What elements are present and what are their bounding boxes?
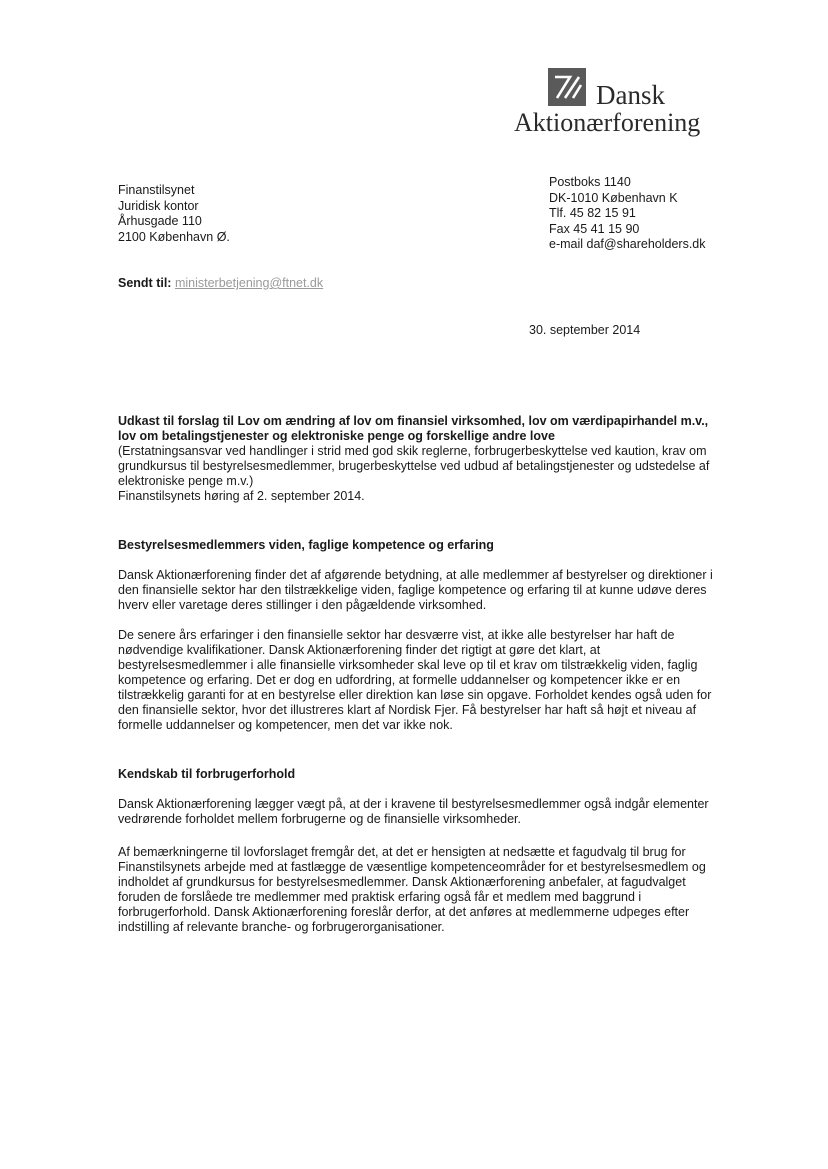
sent-to-label: Sendt til:	[118, 276, 172, 290]
sent-to	[118, 276, 323, 290]
recipient-line: Finanstilsynet	[118, 183, 195, 197]
subject-hearing: Finanstilsynets høring af 2. september 2014.	[118, 489, 365, 503]
sender-line: Fax 45 41 15 90	[549, 221, 640, 236]
section1-heading: Bestyrelsesmedlemmers viden, faglige kompetence og erfaring	[118, 538, 494, 552]
logo	[512, 66, 722, 142]
section1-paragraph: Dansk Aktionærforening finder det af afgørende betydning, at alle medlemmer af bestyrelser og direktioner i den finansielle sektor har den tilstrækkelige viden, faglige kompetence og erfaring til at kunne udøve deres hverv eller varetage deres stillinger i den pågældende virksomhed.	[118, 568, 713, 612]
subject-note: (Erstatningsansvar ved handlinger i strid med god skik reglerne, forbrugerbeskyttelse ved kaution, krav om grundkursus til bestyrelsesmedlemmer, brugerbeskyttelse ved udbud af betalingstjenester og udstedelse af elektroniske penge m.v.)	[118, 444, 710, 488]
recipient-address	[118, 183, 230, 245]
recipient-line: 2100 København Ø.	[118, 229, 230, 244]
section2-paragraph: Af bemærkningerne til lovforslaget fremgår det, at det er hensigten at nedsætte et fagudvalg til brug for Finanstilsynets arbejde med at fastlægge de væsentlige kompetenceområder for et bestyrelsesmedlem og indholdet af grundkursus for bestyrelsesmedlemmer. Dansk Aktionærforening anbefaler, at fagudvalget foruden de forslåede tre medlemmer med praktisk erfaring også får et medlem med baggrund i forbrugerforhold. Dansk Aktionærforening foreslår derfor, at det anføres at medlemmerne udpeges efter indstilling af relevante branche- og forbrugerorganisationer.	[118, 845, 706, 934]
sender-line: Postboks 1140	[549, 175, 631, 189]
logo-text-line1: Dansk	[596, 80, 665, 110]
recipient-line: Juridisk kontor	[118, 198, 199, 213]
subject-block	[118, 414, 718, 504]
recipient-line: Århusgade 110	[118, 214, 202, 228]
logo-text-line2: Aktionærforening	[514, 108, 701, 137]
logo-mark-icon	[548, 68, 586, 106]
sender-line: DK-1010 København K	[549, 190, 678, 205]
section2-heading: Kendskab til forbrugerforhold	[118, 767, 296, 781]
subject-title: Udkast til forslag til Lov om ændring af lov om finansiel virksomhed, lov om værdipapirhandel m.v., lov om betalingstjenester og elektroniske penge og forskellige andre love	[118, 414, 709, 443]
section1-paragraph: De senere års erfaringer i den finansielle sektor har desværre vist, at ikke alle bestyrelser har haft de nødvendige kvalifikationer. Dansk Aktionærforening finder det rigtigt at gøre det klart, at bestyrelsesmedlemmer i alle finansielle virksomheder skal leve op til et krav om tilstrækkelig viden, faglig kompetence og erfaring. Det er dog en udfordring, at formelle uddannelser og kompetencer ikke er en tilstrækkelig garanti for at en bestyrelse eller direktion kan løse sin opgave. Forholdet kendes også uden for den finansielle sektor, hvor det illustreres klart af Nordisk Fjer. Få bestyrelser har haft så højt et niveau af formelle uddannelser og kompetencer, men det var ikke nok.	[118, 628, 712, 732]
sent-to-email-link[interactable]: ministerbetjening@ftnet.dk	[174, 276, 324, 290]
section2-paragraph: Dansk Aktionærforening lægger vægt på, at der i kravene til bestyrelsesmedlemmer også indgår elementer vedrørende forholdet mellem forbrugerne og de finansielle virksomheder.	[118, 797, 709, 826]
letter-date: 30. september 2014	[529, 323, 641, 337]
sender-address	[549, 175, 706, 253]
sender-line: e-mail daf@shareholders.dk	[549, 237, 706, 251]
sender-line: Tlf. 45 82 15 91	[549, 206, 636, 220]
